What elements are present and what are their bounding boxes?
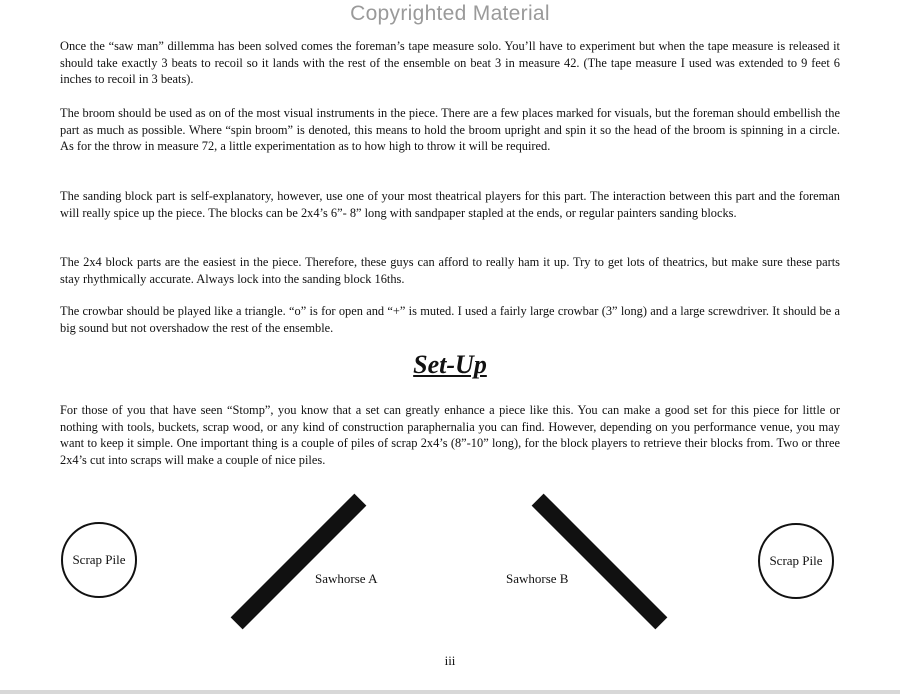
copyright-watermark: Copyrighted Material: [350, 2, 550, 25]
section-heading-setup: Set-Up: [413, 350, 487, 379]
paragraph-2x4-blocks: The 2x4 block parts are the easiest in the piece. Therefore, these guys can afford to really ham it up. Try to get lots of theatrics, but make sure these parts stay rhythmically accurate. Always lock into the sanding block 16ths.: [60, 255, 840, 286]
scrap-pile-right: [758, 523, 834, 599]
paragraph-broom: The broom should be used as on of the most visual instruments in the piece. There are a few places marked for visuals, but the foreman should embellish the part as much as possible. Where “spin broom” is denoted, this means to hold the broom upright and spin it so the head of the broom is spinning in a circle. As for the throw in measure 72, a little experimentation as to how high to throw it will be required.: [60, 106, 840, 153]
sawhorse-a-shape: [231, 494, 367, 630]
paragraph-sanding-block: The sanding block part is self-explanatory, however, use one of your most theatrical players for this part. The interaction between this part and the foreman will really spice up the piece. The blocks can be 2x4’s 6”- 8” long with sandpaper stapled at the ends, or regular painters sanding blocks.: [60, 189, 840, 220]
page-bottom-edge: [0, 690, 900, 694]
scrap-pile-right-label: Scrap Pile: [769, 553, 823, 568]
sawhorse-b-label: Sawhorse B: [506, 571, 569, 586]
scrap-pile-left: [61, 522, 137, 598]
sawhorse-b-shape: [532, 494, 668, 630]
paragraph-tape-measure: Once the “saw man” dillemma has been solved comes the foreman’s tape measure solo. You’ll have to experiment but when the tape measure is released it should take exactly 3 beats to recoil so it lands with the rest of the ensemble on beat 3 in measure 42. (The tape measure I used was extended to 9 feet 6 inches to recoil in 3 beats).: [60, 39, 840, 86]
sawhorse-a-label: Sawhorse A: [315, 571, 378, 586]
paragraph-setup: For those of you that have seen “Stomp”, you know that a set can greatly enhance a piece like this. You can make a good set for this piece for little or nothing with tools, buckets, scrap wood, or any kind of construction paraphernalia you can find. However, depending on you performance venue, you may want to keep it simple. One important thing is a couple of piles of scrap 2x4’s (8”-10” long), for the block players to retrieve their blocks from. Two or three 2x4’s cut into scraps will make a couple of nice piles.: [60, 403, 840, 467]
scrap-pile-left-label: Scrap Pile: [72, 552, 126, 567]
page-number: iii: [444, 653, 456, 668]
paragraph-crowbar: The crowbar should be played like a triangle. “o” is for open and “+” is muted. I used a fairly large crowbar (3” long) and a large screwdriver. It should be a big sound but not overshadow the rest of the ensemble.: [60, 304, 840, 335]
